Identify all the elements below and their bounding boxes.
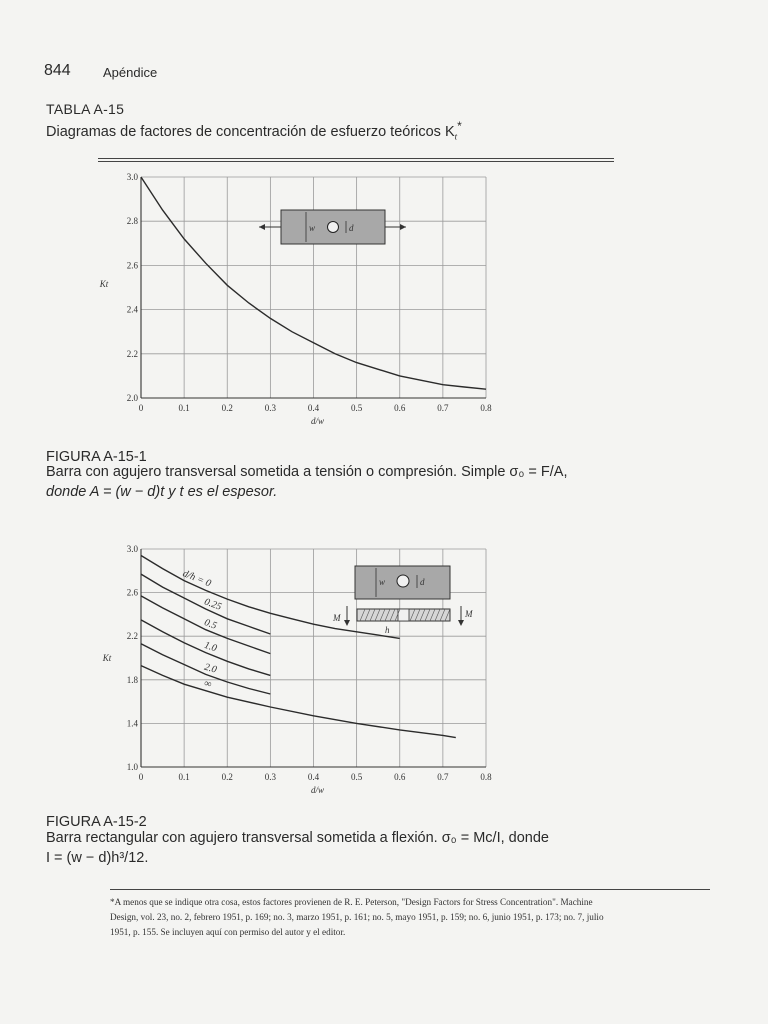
y-tick-label: 2.6 (126, 587, 138, 598)
series-label: 0.25 (202, 596, 223, 613)
inset-label-w: w (379, 577, 386, 587)
x-tick-label: 0.3 (264, 403, 276, 413)
inset-arrowhead-left (259, 224, 265, 230)
figure1-label: FIGURA A-15-1 (46, 449, 147, 465)
inset-arrowhead-right (400, 224, 406, 230)
figure1-caption-line1: Barra con agujero transversal sometida a tensión o compresión. Simple σ₀ = F/A, (46, 464, 568, 480)
inset-moment-head-right (458, 620, 464, 626)
footnote-line3: 1951, p. 155. Se incluyen aquí con permiso del autor y el editor. (110, 927, 346, 937)
x-tick-label: 0 (138, 772, 144, 782)
x-axis-label: d/w (310, 416, 325, 426)
x-tick-label: 0.1 (178, 403, 190, 413)
page-number: 844 (44, 62, 71, 79)
table-title-text: Diagramas de factores de concentración de esfuerzo teóricos K (46, 123, 455, 140)
x-tick-label: 0.7 (437, 772, 449, 782)
series-label: 0.5 (202, 617, 219, 632)
x-tick-label: 0.1 (178, 772, 190, 782)
y-tick-label: 2.4 (126, 304, 138, 315)
y-axis-label: Kt (102, 653, 112, 663)
inset-label-d: d (349, 223, 354, 233)
table-label: TABLA A-15 (46, 101, 125, 117)
chart-2 (102, 544, 492, 795)
x-tick-label: 0.3 (264, 772, 276, 782)
series-label: d/h = 0 (181, 568, 213, 590)
inset-label-w: w (309, 223, 316, 233)
series-label: 2.0 (202, 661, 218, 676)
y-tick-label: 3.0 (126, 172, 138, 182)
inset-label-h: h (385, 625, 390, 635)
y-tick-label: 2.6 (126, 260, 138, 271)
x-tick-label: 0.6 (394, 772, 406, 782)
series-line (141, 666, 456, 738)
x-tick-label: 0.6 (394, 403, 406, 413)
series-label: 1.0 (202, 639, 219, 655)
inset-label-m-right: M (465, 609, 473, 619)
y-tick-label: 1.8 (126, 674, 138, 685)
table-title-sup: * (457, 119, 462, 133)
y-tick-label: 2.0 (126, 393, 138, 403)
x-tick-label: 0.2 (221, 403, 233, 413)
inset-label-m-left: M (333, 613, 341, 623)
section-title: Apéndice (103, 65, 158, 80)
x-tick-label: 0.5 (351, 403, 363, 413)
figure2-caption-line2: I = (w − d)h³/12. (46, 850, 149, 866)
x-tick-label: 0.5 (351, 772, 363, 782)
x-axis-label: d/w (310, 785, 325, 795)
footnote-line2: Design, vol. 23, no. 2, febrero 1951, p. 169; no. 3, marzo 1951, p. 161; no. 5, mayo 1951, p. 159; no. 6, junio 1951, p. 173; no. 7, julio (110, 912, 604, 922)
inset-hole-side (398, 609, 409, 621)
series-label: ∞ (202, 677, 213, 691)
inset-label-d: d (420, 577, 425, 587)
x-tick-label: 0.4 (307, 772, 320, 782)
y-tick-label: 1.0 (126, 762, 138, 772)
y-tick-label: 2.8 (126, 216, 138, 227)
y-tick-label: 2.2 (126, 348, 138, 359)
table-title-sub: t (454, 131, 458, 142)
inset-hole (397, 575, 409, 587)
footnote-line1: *A menos que se indique otra cosa, estos factores provienen de R. E. Peterson, "Design Factors for Stress Concentration". Machine (110, 897, 593, 907)
figure2-label: FIGURA A-15-2 (46, 814, 147, 830)
x-tick-label: 0.8 (480, 772, 492, 782)
x-tick-label: 0.8 (480, 403, 492, 413)
x-tick-label: 0.7 (437, 403, 449, 413)
x-tick-label: 0 (138, 403, 144, 413)
y-axis-label: Kt (99, 279, 109, 289)
y-tick-label: 2.2 (126, 631, 138, 642)
x-tick-label: 0.2 (221, 772, 233, 782)
x-tick-label: 0.4 (307, 403, 320, 413)
chart-1 (99, 172, 492, 426)
figure2-caption-line1: Barra rectangular con agujero transversal sometida a flexión. σ₀ = Mc/I, donde (46, 830, 549, 846)
inset-hole (328, 222, 339, 233)
figure1-caption-line2: donde A = (w − d)t y t es el espesor. (46, 484, 278, 500)
y-tick-label: 3.0 (126, 544, 138, 554)
y-tick-label: 1.4 (126, 718, 138, 729)
inset-moment-head-left (344, 620, 350, 626)
